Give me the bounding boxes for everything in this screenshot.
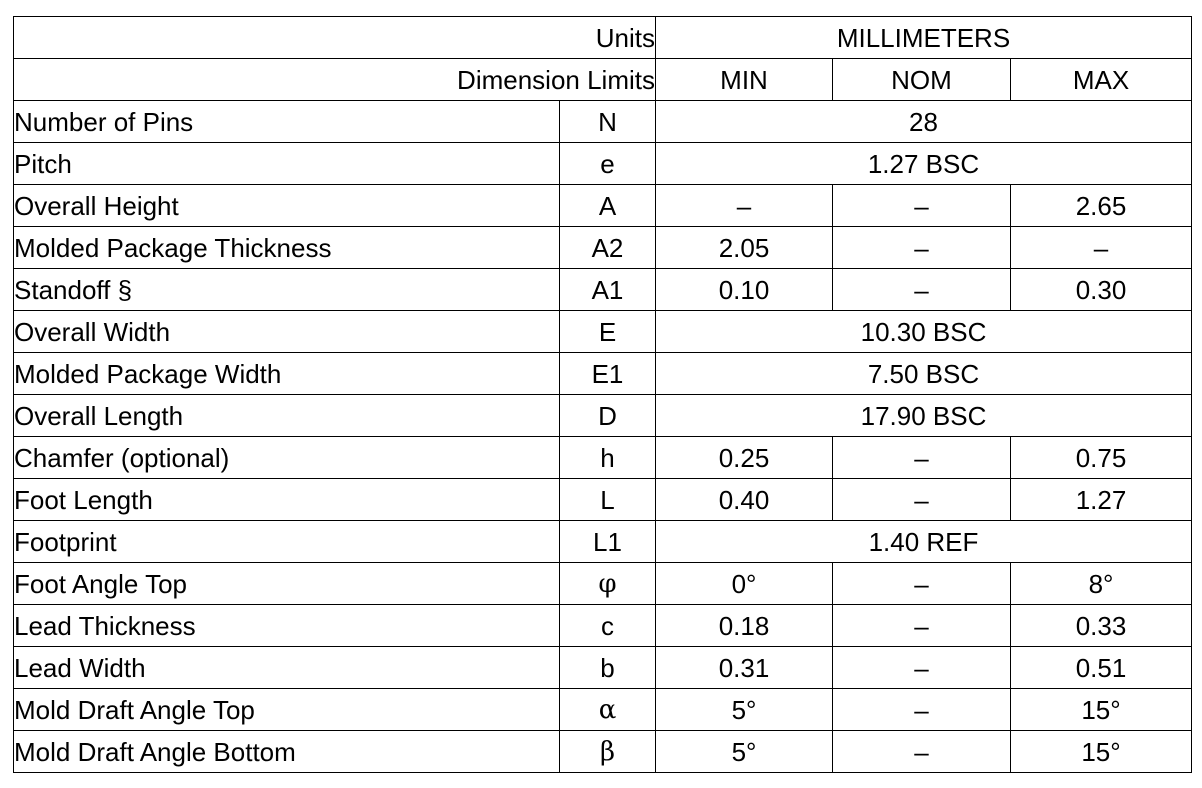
table-row [14, 479, 1192, 521]
dimension-nom-value: – [833, 269, 1011, 311]
dimension-min-value: 0.31 [656, 647, 833, 689]
dimension-min-value: 2.05 [656, 227, 833, 269]
dimension-symbol: A1 [560, 269, 656, 311]
units-value: MILLIMETERS [656, 17, 1192, 59]
nom-header: NOM [833, 59, 1011, 101]
dimension-min-value: 0° [656, 563, 833, 605]
table-row [14, 605, 1192, 647]
dimension-symbol: D [560, 395, 656, 437]
dimension-nom-value: – [833, 731, 1011, 773]
dimension-name: Number of Pins [14, 101, 560, 143]
table-row [14, 353, 1192, 395]
dimension-symbol: E [560, 311, 656, 353]
table-row [14, 311, 1192, 353]
limits-header-row [14, 59, 1192, 101]
dimension-max-value: 0.30 [1011, 269, 1192, 311]
dimension-max-value: 15° [1011, 731, 1192, 773]
table-row [14, 437, 1192, 479]
dimension-nom-value: – [833, 605, 1011, 647]
dimension-name: Overall Height [14, 185, 560, 227]
dimension-name: Molded Package Width [14, 353, 560, 395]
table-row [14, 143, 1192, 185]
dimension-name: Pitch [14, 143, 560, 185]
dimension-name: Molded Package Thickness [14, 227, 560, 269]
dimension-min-value: 0.10 [656, 269, 833, 311]
dimension-min-value: 5° [656, 689, 833, 731]
dimension-min-value: 5° [656, 731, 833, 773]
dimension-name: Lead Width [14, 647, 560, 689]
table-row [14, 185, 1192, 227]
dimension-symbol: A2 [560, 227, 656, 269]
dimension-symbol: α [560, 689, 656, 731]
dimension-name: Footprint [14, 521, 560, 563]
dimension-name: Foot Angle Top [14, 563, 560, 605]
dimension-nom-value: – [833, 647, 1011, 689]
table-row [14, 395, 1192, 437]
table-row [14, 269, 1192, 311]
dimension-name: Overall Length [14, 395, 560, 437]
dimension-max-value: 0.75 [1011, 437, 1192, 479]
dimension-value-span: 1.40 REF [656, 521, 1192, 563]
dimension-symbol: c [560, 605, 656, 647]
table-row [14, 689, 1192, 731]
table-row [14, 227, 1192, 269]
dimension-symbol: E1 [560, 353, 656, 395]
dimension-symbol: h [560, 437, 656, 479]
table-row [14, 563, 1192, 605]
table-row [14, 521, 1192, 563]
table-row [14, 731, 1192, 773]
dimension-max-value: 1.27 [1011, 479, 1192, 521]
dimension-nom-value: – [833, 185, 1011, 227]
dimension-value-span: 10.30 BSC [656, 311, 1192, 353]
dimension-nom-value: – [833, 479, 1011, 521]
max-header: MAX [1011, 59, 1192, 101]
dimension-max-value: 2.65 [1011, 185, 1192, 227]
dimension-nom-value: – [833, 563, 1011, 605]
dimension-symbol: L1 [560, 521, 656, 563]
dimension-symbol: L [560, 479, 656, 521]
dimension-min-value: – [656, 185, 833, 227]
min-header: MIN [656, 59, 833, 101]
dimension-value-span: 1.27 BSC [656, 143, 1192, 185]
dimension-name: Mold Draft Angle Top [14, 689, 560, 731]
dimension-max-value: – [1011, 227, 1192, 269]
dimension-value-span: 28 [656, 101, 1192, 143]
dimension-name: Overall Width [14, 311, 560, 353]
dimension-symbol: A [560, 185, 656, 227]
table-row [14, 101, 1192, 143]
dimension-limits-label: Dimension Limits [14, 59, 656, 101]
units-header-row [14, 17, 1192, 59]
dimension-symbol: N [560, 101, 656, 143]
dimension-max-value: 0.51 [1011, 647, 1192, 689]
dimension-name: Lead Thickness [14, 605, 560, 647]
dimension-symbol: e [560, 143, 656, 185]
dimension-name: Standoff § [14, 269, 560, 311]
dimension-symbol: β [560, 731, 656, 773]
dimension-symbol: φ [560, 563, 656, 605]
dimension-value-span: 17.90 BSC [656, 395, 1192, 437]
dimension-name: Chamfer (optional) [14, 437, 560, 479]
dimension-max-value: 15° [1011, 689, 1192, 731]
dimension-nom-value: – [833, 227, 1011, 269]
dimension-nom-value: – [833, 437, 1011, 479]
table-row [14, 647, 1192, 689]
dimension-nom-value: – [833, 689, 1011, 731]
units-label: Units [14, 17, 656, 59]
dimension-name: Foot Length [14, 479, 560, 521]
dimensions-table-body [14, 17, 1192, 773]
dimension-symbol: b [560, 647, 656, 689]
dimension-min-value: 0.40 [656, 479, 833, 521]
dimension-max-value: 0.33 [1011, 605, 1192, 647]
dimension-min-value: 0.25 [656, 437, 833, 479]
dimensions-table [13, 16, 1192, 773]
dimension-name: Mold Draft Angle Bottom [14, 731, 560, 773]
dimension-max-value: 8° [1011, 563, 1192, 605]
dimension-min-value: 0.18 [656, 605, 833, 647]
dimension-value-span: 7.50 BSC [656, 353, 1192, 395]
